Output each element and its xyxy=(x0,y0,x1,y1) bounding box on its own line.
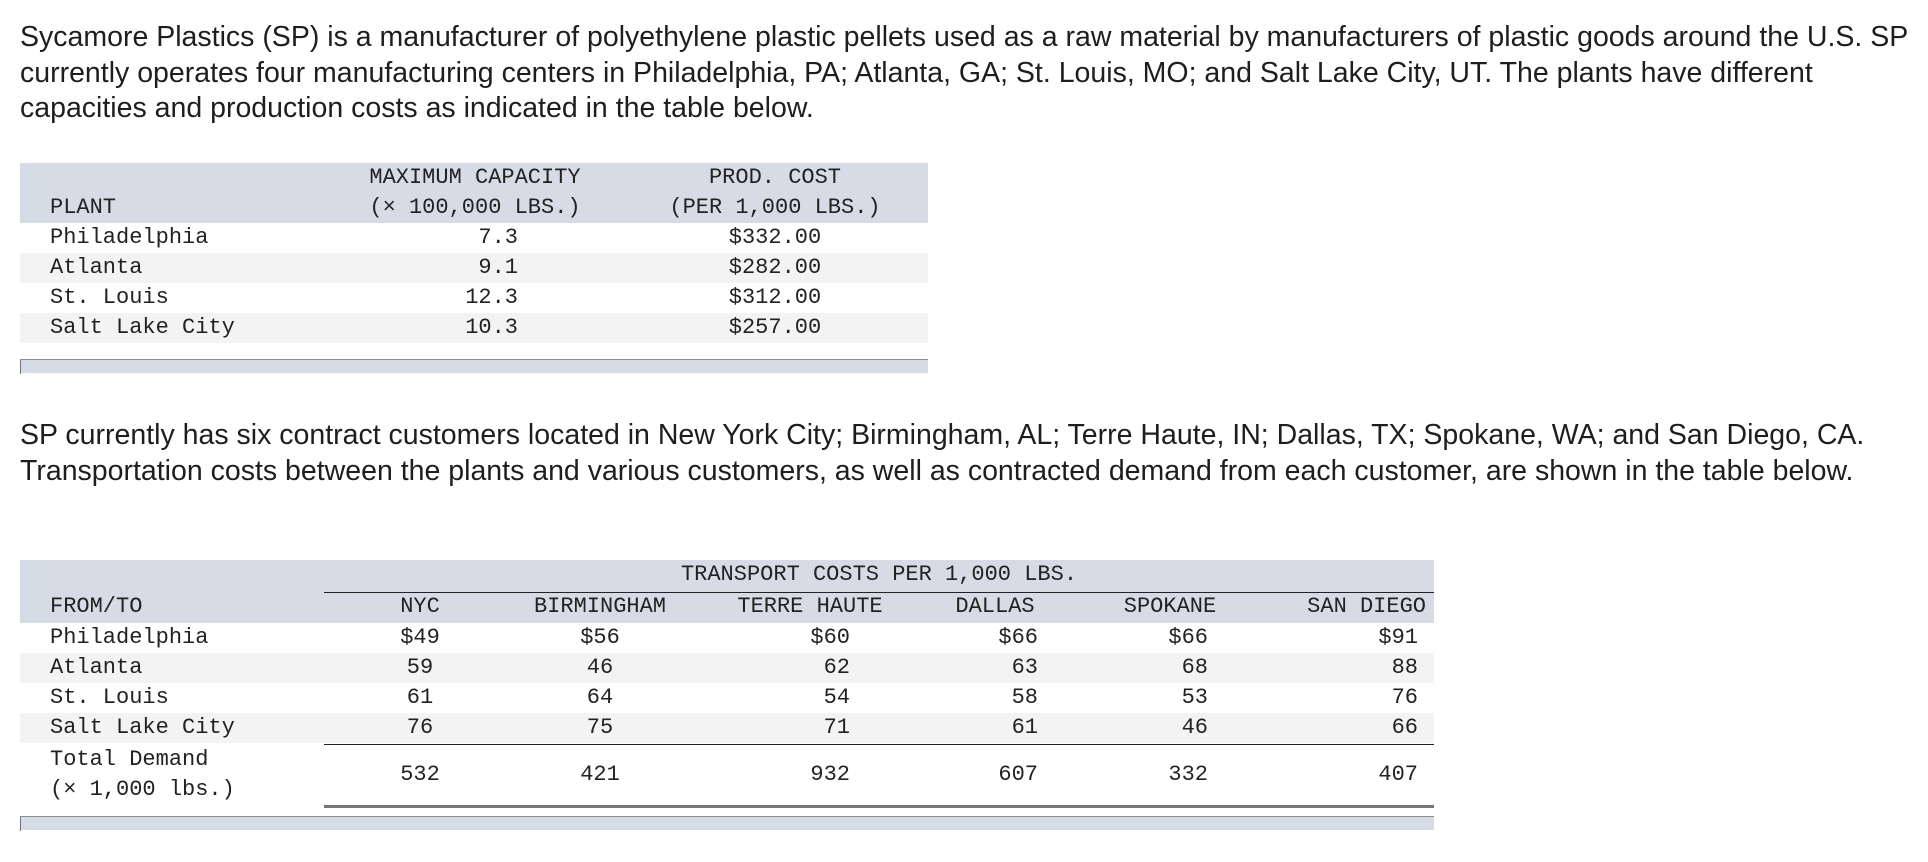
cost-cell: 88 xyxy=(1391,655,1418,680)
demand-cell: 607 xyxy=(998,762,1038,787)
cost-cell: 46 xyxy=(1181,715,1208,740)
intro-paragraph-1: Sycamore Plastics (SP) is a manufacturer of polyethylene plastic pellets used as a raw material by manufacturers of plastic goods around the U.S. SP currently operates four manufacturing centers in Philadelphia, PA; Atlanta, GA; St. Louis, MO; and Salt Lake City, UT. The plants have different capacities and production costs as indicated in the table below. xyxy=(20,21,1908,124)
cost-cell: $60 xyxy=(810,625,850,650)
group-header: TRANSPORT COSTS PER 1,000 LBS. xyxy=(680,562,1078,587)
plant-name: Atlanta xyxy=(50,255,143,280)
header-from-to: FROM/TO xyxy=(50,594,143,619)
demand-row xyxy=(20,745,1434,805)
plant-name: St. Louis xyxy=(50,285,169,310)
table-row xyxy=(20,283,928,313)
row-plant: Salt Lake City xyxy=(50,715,235,740)
table-row xyxy=(20,253,928,283)
header-cost-line2: (PER 1,000 LBS.) xyxy=(669,195,881,220)
plant-capacity: 7.3 xyxy=(478,225,518,250)
cost-cell: 75 xyxy=(586,715,614,740)
cost-cell: 58 xyxy=(1011,685,1038,710)
cost-cell: 53 xyxy=(1181,685,1208,710)
demand-cell: 532 xyxy=(400,762,440,787)
plant-name: Philadelphia xyxy=(50,225,209,250)
row-plant: Philadelphia xyxy=(50,625,209,650)
cost-cell: 54 xyxy=(823,685,850,710)
plants-table xyxy=(20,163,928,373)
header-cost-line1: PROD. COST xyxy=(708,165,842,190)
plants-table-header xyxy=(20,163,928,223)
cost-cell: 61 xyxy=(1011,715,1038,740)
table-footer-bar xyxy=(20,816,1434,830)
table-row xyxy=(20,713,1434,743)
demand-label-line1: Total Demand xyxy=(50,747,209,772)
plant-capacity: 12.3 xyxy=(465,285,518,310)
cost-cell: 66 xyxy=(1391,715,1418,740)
demand-cell: 932 xyxy=(810,762,850,787)
cost-cell: 64 xyxy=(586,685,614,710)
cost-cell: 61 xyxy=(406,685,434,710)
column-header: SPOKANE xyxy=(1123,594,1217,619)
row-plant: St. Louis xyxy=(50,685,169,710)
demand-label-line2: (× 1,000 lbs.) xyxy=(50,777,235,802)
cost-cell: $66 xyxy=(1168,625,1208,650)
group-header-rule xyxy=(324,592,1434,593)
plant-capacity: 9.1 xyxy=(478,255,518,280)
cost-cell: 71 xyxy=(823,715,850,740)
column-header: TERRE HAUTE xyxy=(737,594,883,619)
cost-cell: 46 xyxy=(586,655,614,680)
cost-cell: 68 xyxy=(1181,655,1208,680)
table-footer-bar xyxy=(20,359,928,373)
table-row xyxy=(20,683,1434,713)
column-header: SAN DIEGO xyxy=(1307,594,1426,619)
table-bottom-rule xyxy=(324,805,1434,808)
plant-cost: $332.00 xyxy=(728,225,822,250)
column-header: NYC xyxy=(400,594,440,619)
demand-cell: 407 xyxy=(1378,762,1418,787)
transport-table xyxy=(20,560,1434,830)
cost-cell: 76 xyxy=(406,715,434,740)
cost-cell: $66 xyxy=(998,625,1038,650)
table-row xyxy=(20,223,928,253)
demand-cell: 421 xyxy=(580,762,620,787)
plant-cost: $312.00 xyxy=(728,285,822,310)
table-row xyxy=(20,313,928,343)
cost-cell: 76 xyxy=(1391,685,1418,710)
cost-cell: 59 xyxy=(406,655,434,680)
column-header: BIRMINGHAM xyxy=(533,594,667,619)
demand-cell: 332 xyxy=(1168,762,1208,787)
cost-cell: 63 xyxy=(1011,655,1038,680)
plant-capacity: 10.3 xyxy=(465,315,518,340)
table-row xyxy=(20,653,1434,683)
cost-cell: $49 xyxy=(400,625,440,650)
header-capacity-line1: MAXIMUM CAPACITY xyxy=(369,165,581,190)
table-row xyxy=(20,623,1434,653)
cost-cell: 62 xyxy=(823,655,850,680)
column-header: DALLAS xyxy=(955,594,1035,619)
plant-cost: $257.00 xyxy=(728,315,822,340)
row-plant: Atlanta xyxy=(50,655,143,680)
cost-cell: $56 xyxy=(580,625,620,650)
cost-cell: $91 xyxy=(1378,625,1418,650)
header-capacity-line2: (× 100,000 LBS.) xyxy=(369,195,581,220)
plant-cost: $282.00 xyxy=(728,255,822,280)
plant-name: Salt Lake City xyxy=(50,315,235,340)
intro-paragraph-2: SP currently has six contract customers located in New York City; Birmingham, AL; Terre Haute, IN; Dallas, TX; Spokane, WA; and San Diego, CA. Transportation costs between the plants and various customers, as well as contracted demand from each customer, are shown in the table below. xyxy=(20,419,1865,487)
header-plant: PLANT xyxy=(50,195,117,220)
